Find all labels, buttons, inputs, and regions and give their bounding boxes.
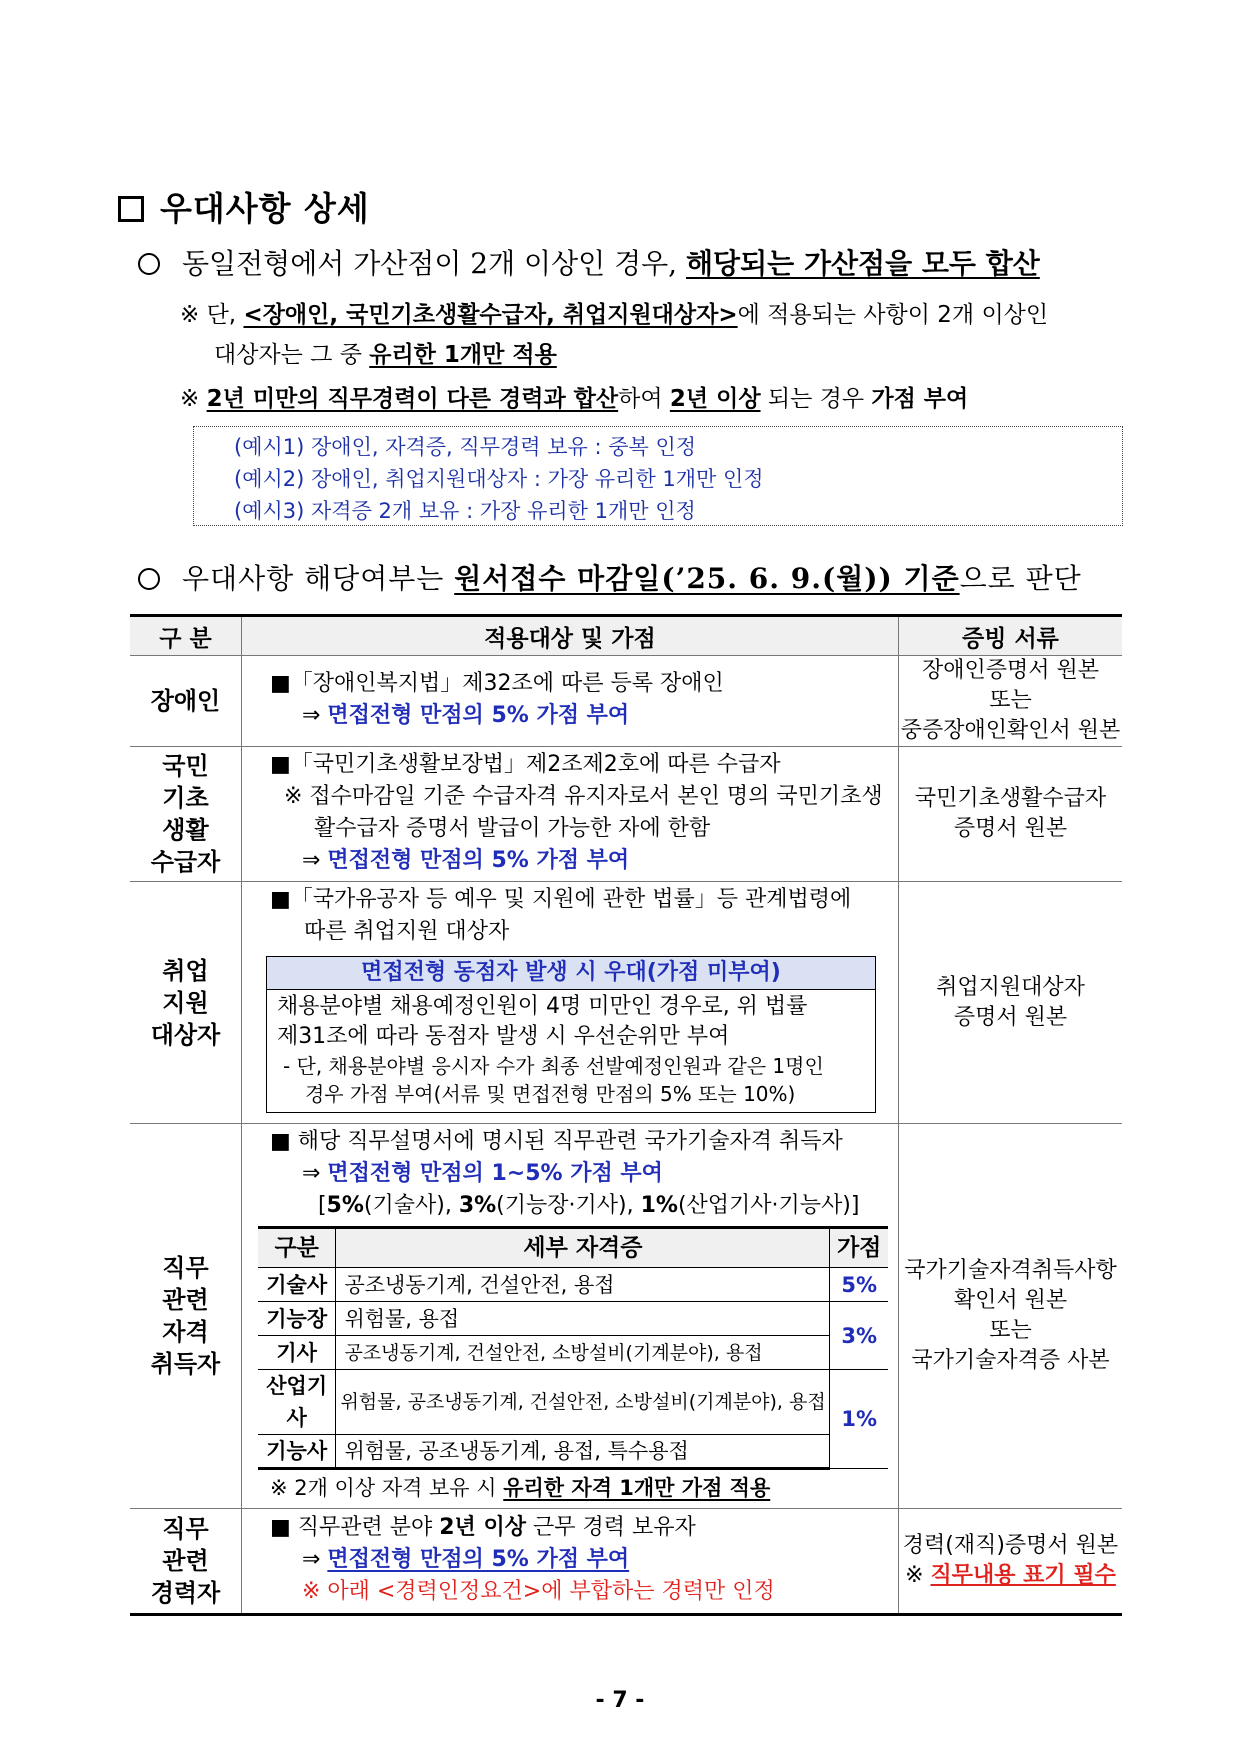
license-row: 기술사 공조냉동기계, 건설안전, 용접 5% [258, 1268, 888, 1302]
example-item: (예시1) 장애인, 자격증, 직무경력 보유 : 중복 인정 [234, 435, 697, 459]
target-license: ■ 해당 직무설명서에 명시된 직무관련 국가기술자격 취득자 ⇒ 면접전형 만점의 1~5% 가점 부여 [5%(기술사), 3%(기능장·기사), 1%(산업기사·기능사)] 구분 세부 자격증 가점 기술사 공조냉동기계, 건설안전, 용접 5% 기능장 위험물, 용접 3% 기사 공조냉동기계, 건설안전, 소방설비(기계분야), 용접 산업기사 위험물, 공조냉동기계, 건설안전, 소방설비(기계분야), 용접 1% 기능사 위험물, 공조냉동기계, 용접, 특수용접 ※ 2개 이상 자격 보유 시 유리한 자격 1개만 가점 적용 [241, 1124, 898, 1509]
bullet-sum-rule: 동일전형에서 가산점이 2개 이상인 경우, 해당되는 가산점을 모두 합산 [138, 242, 1040, 282]
docs-employment: 취업지원대상자 증명서 원본 [898, 882, 1122, 1124]
row-disabled [130, 656, 1122, 747]
category-career: 직무 관련 경력자 [130, 1509, 241, 1615]
note-career-sum: ※ 2년 미만의 직무경력이 다른 경력과 합산하여 2년 이상 되는 경우 가점 부여 [180, 386, 969, 412]
section-title: 우대사항 상세 [118, 183, 370, 230]
header-documents: 증빙 서류 [898, 616, 1122, 656]
docs-license: 국가기술자격취득사항 확인서 원본 또는 국가기술자격증 사본 [898, 1124, 1122, 1509]
page-number: - 7 - [595, 1688, 645, 1713]
target-disabled: ■「장애인복지법」제32조에 따른 등록 장애인 ⇒ 면접전형 만점의 5% 가점 부여 [241, 656, 898, 747]
license-row: 기능사 위험물, 공조냉동기계, 용접, 특수용접 [258, 1435, 888, 1469]
docs-welfare: 국민기초생활수급자 증명서 원본 [898, 747, 1122, 882]
note-single-apply: ※ 단, <장애인, 국민기초생활수급자, 취업지원대상자>에 적용되는 사항이 2개 이상인 [180, 302, 1049, 328]
docs-disabled: 장애인증명서 원본 또는 중증장애인확인서 원본 [898, 656, 1122, 747]
license-row: 기사 공조냉동기계, 건설안전, 소방설비(기계분야), 용접 [258, 1336, 888, 1370]
target-welfare: ■「국민기초생활보장법」제2조제2호에 따른 수급자 ※ 접수마감일 기준 수급자격 유지자로서 본인 명의 국민기초생 활수급자 증명서 발급이 가능한 자에 한함 ⇒ 면접전형 만점의 5% 가점 부여 [241, 747, 898, 882]
example-item: (예시3) 자격증 2개 보유 : 가장 유리한 1개만 인정 [234, 499, 696, 523]
tie-priority-box: 면접전형 동점자 발생 시 우대(가점 미부여) 채용분야별 채용예정인원이 4명 미만인 경우로, 위 법률 제31조에 따라 동점자 발생 시 우선순위만 부여 - 단, 채용분야별 응시자 수가 최종 선발예정인원과 같은 1명인 경우 가점 부여(서류 및 면접전형 만점의 5% 또는 10%) [266, 956, 876, 1113]
header-target: 적용대상 및 가점 [241, 616, 898, 656]
license-detail-table: 구분 세부 자격증 가점 기술사 공조냉동기계, 건설안전, 용접 5% 기능장 위험물, 용접 3% 기사 공조냉동기계, 건설안전, 소방설비(기계분야), 용접 산업기사 위험물, 공조냉동기계, 건설안전, 소방설비(기계분야), 용접 1% 기능사 위험물, 공조냉동기계, 용접, 특수용접 [258, 1226, 888, 1470]
target-employment: ■「국가유공자 등 예우 및 지원에 관한 법률」등 관계법령에 따른 취업지원 대상자 면접전형 동점자 발생 시 우대(가점 미부여) 채용분야별 채용예정인원이 4명 미만인 경우로, 위 법률 제31조에 따라 동점자 발생 시 우선순위만 부여 - 단, 채용분야별 응시자 수가 최종 선발예정인원과 같은 1명인 경우 가점 부여(서류 및 면접전형 만점의 5% 또는 10%) [241, 882, 898, 1124]
row-employment [130, 882, 1122, 1124]
examples-box [193, 426, 1123, 526]
docs-career: 경력(재직)증명서 원본 ※ 직무내용 표기 필수 [898, 1509, 1122, 1615]
category-welfare: 국민 기초 생활 수급자 [130, 747, 241, 882]
note-single-apply-line2: 대상자는 그 중 유리한 1개만 적용 [214, 342, 557, 368]
category-license: 직무 관련 자격 취득자 [130, 1124, 241, 1509]
circle-bullet-icon [138, 253, 160, 275]
header-category: 구 분 [130, 616, 241, 656]
license-row: 산업기사 위험물, 공조냉동기계, 건설안전, 소방설비(기계분야), 용접 1% [258, 1370, 888, 1435]
target-career: ■ 직무관련 분야 2년 이상 근무 경력 보유자 ⇒ 면접전형 만점의 5% 가점 부여 ※ 아래 <경력인정요건>에 부합하는 경력만 인정 [241, 1509, 898, 1615]
row-career [130, 1509, 1122, 1615]
circle-bullet-icon [138, 568, 160, 590]
category-disabled: 장애인 [130, 656, 241, 747]
checkbox-square-icon [118, 196, 144, 222]
license-row: 기능장 위험물, 용접 3% [258, 1302, 888, 1336]
example-item: (예시2) 장애인, 취업지원대상자 : 가장 유리한 1개만 인정 [234, 467, 764, 491]
row-license [130, 1124, 1122, 1509]
category-employment: 취업 지원 대상자 [130, 882, 241, 1124]
row-welfare [130, 747, 1122, 882]
bullet-reference-date: 우대사항 해당여부는 원서접수 마감일(’25. 6. 9.(월)) 기준으로 판단 [138, 557, 1082, 597]
preference-table [130, 614, 1122, 1616]
table-header-row [130, 616, 1122, 656]
